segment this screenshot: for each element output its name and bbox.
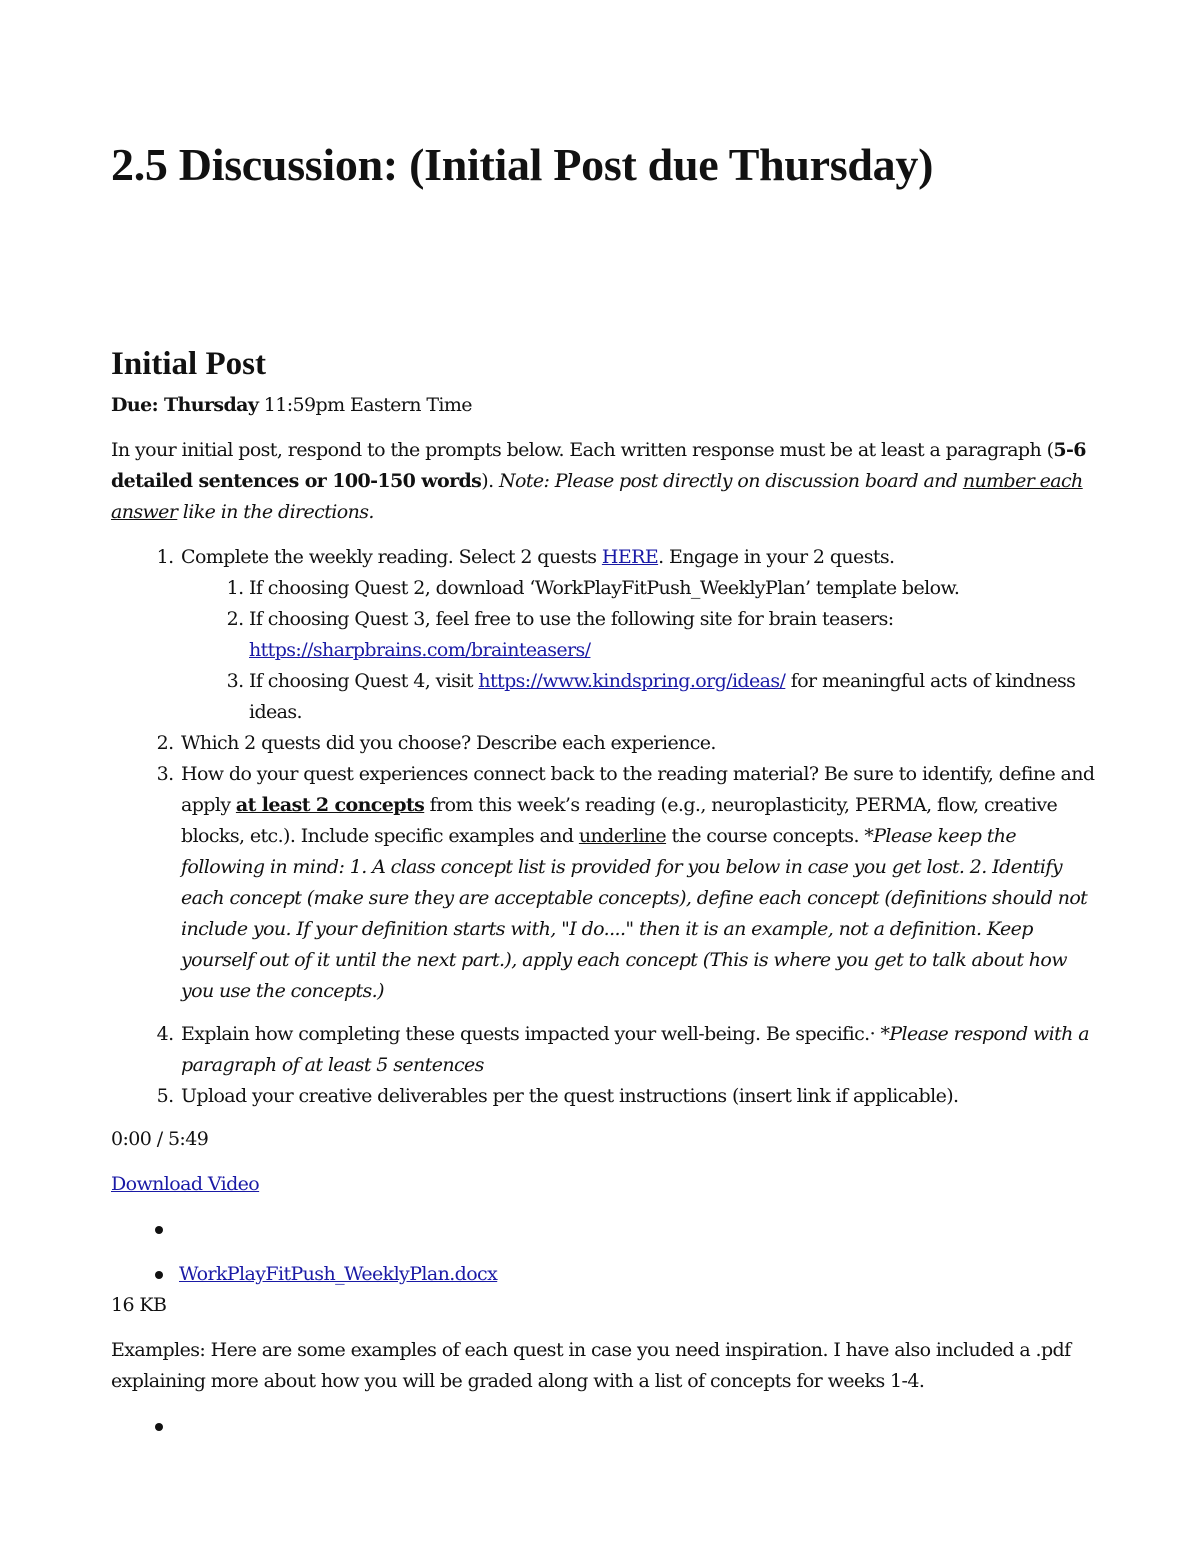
due-line xyxy=(111,390,1096,421)
intro-note-underline: number each answer xyxy=(111,470,1083,523)
attachment-list xyxy=(111,1214,1096,1290)
prompt-item-3 xyxy=(179,759,1096,1007)
section-heading: Initial Post xyxy=(111,346,266,382)
download-video-link[interactable]: Download Video xyxy=(111,1173,260,1195)
prompt-3-underline: underline xyxy=(578,825,667,847)
here-link[interactable]: HERE xyxy=(601,546,659,568)
sub-item-1: 1. If choosing Quest 2, download ‘WorkPlayFitPush_WeeklyPlan’ template below. xyxy=(249,573,1096,604)
page-title: 2.5 Discussion: (Initial Post due Thursday) xyxy=(111,139,934,190)
intro-paragraph xyxy=(111,435,1096,528)
sub-item-2-text: If choosing Quest 3, feel free to use the following site for brain teasers: xyxy=(249,608,894,630)
due-time: 11:59pm Eastern Time xyxy=(263,394,472,416)
prompt-1-before: Complete the weekly reading. Select 2 quests xyxy=(181,546,602,568)
attachment-item xyxy=(179,1259,1096,1290)
discussion-body xyxy=(111,390,1096,1456)
sub-item-3 xyxy=(249,666,1096,728)
prompt-1-sublist xyxy=(181,573,1096,728)
prompt-3-middle: from this week’s reading (e.g., neuroplasticity, PERMA, flow, creative blocks, etc.). Include specific examples and xyxy=(181,794,1058,847)
prompt-3-before: How do your quest experiences connect back to the reading material? Be sure to identify, define and apply xyxy=(181,763,1095,816)
intro-text: In your initial post, respond to the prompts below. Each written response must be at least a paragraph ( xyxy=(111,439,1054,461)
intro-bold: 5-6 detailed sentences or 100-150 words xyxy=(111,439,1086,492)
prompt-3-after: the course concepts. xyxy=(666,825,865,847)
sub-item-2 xyxy=(249,604,1096,666)
examples-list xyxy=(111,1411,1096,1442)
intro-note-end: like in the directions. xyxy=(177,501,374,523)
prompt-item-1 xyxy=(179,542,1096,728)
empty-bullet xyxy=(179,1214,1096,1245)
prompt-item-5: 5. Upload your creative deliverables per the quest instructions (insert link if applicable). xyxy=(179,1081,1096,1112)
download-video-paragraph xyxy=(111,1169,1096,1200)
kindspring-link[interactable]: https://www.kindspring.org/ideas/ xyxy=(478,670,786,692)
prompt-3-italic: *Please keep the following in mind: 1. A class concept list is provided for you below in case you get lost. 2. Identify each concept (make sure they are acceptable concepts), define each concept (definitions should not include you. If your definition starts with, "I do...." then it is an example, not a definition. Keep yourself out of it until the next part.), apply each concept (This is where you get to talk about how you use the concepts.) xyxy=(181,825,1088,1002)
prompt-1-after: . Engage in your 2 quests. xyxy=(658,546,895,568)
attachment-link[interactable]: WorkPlayFitPush_WeeklyPlan.docx xyxy=(179,1263,498,1285)
document-content xyxy=(111,130,1096,1392)
examples-paragraph: Examples: Here are some examples of each quest in case you need inspiration. I have also included a .pdf explaining more about how you will be graded along with a list of concepts for weeks 1-4. xyxy=(111,1339,1071,1392)
intro-after-bold: ). xyxy=(481,470,499,492)
prompt-item-2: 2. Which 2 quests did you choose? Describe each experience. xyxy=(179,728,1096,759)
video-time: 0:00 / 5:49 xyxy=(111,1128,209,1150)
prompt-4-text: Explain how completing these quests impacted your well-being. Be specific.· xyxy=(181,1023,881,1045)
sub-item-3-before: If choosing Quest 4, visit xyxy=(249,670,479,692)
empty-bullet xyxy=(179,1411,1096,1442)
prompt-item-4 xyxy=(179,1019,1096,1081)
sub-item-3-after: for meaningful acts of kindness ideas. xyxy=(249,670,1076,723)
due-label: Due: Thursday xyxy=(111,394,259,416)
prompt-4-italic: *Please respond with a paragraph of at least 5 sentences xyxy=(181,1023,1089,1076)
attachment-size: 16 KB xyxy=(111,1294,167,1316)
sharpbrains-link[interactable]: https://sharpbrains.com/brainteasers/ xyxy=(249,639,591,661)
prompt-3-bold-underline: at least 2 concepts xyxy=(235,794,425,816)
prompt-list xyxy=(111,542,1096,1112)
intro-note-text: Note: Please post directly on discussion board and xyxy=(498,470,963,492)
